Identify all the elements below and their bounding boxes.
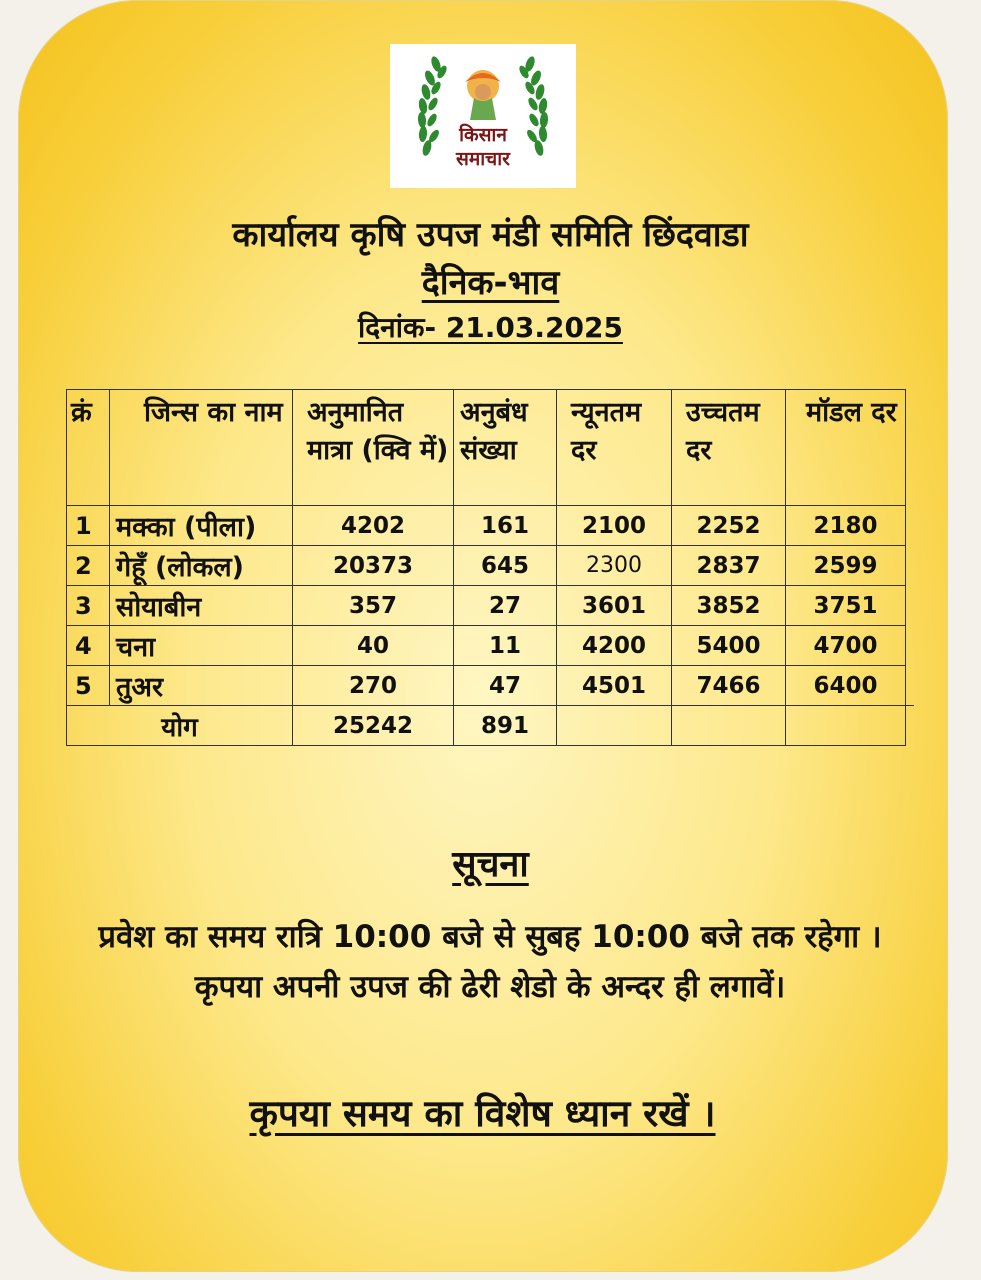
rates-table [66, 389, 914, 746]
cell-qty: 20373 [293, 546, 454, 586]
cell-modal: 6400 [786, 666, 906, 706]
notice-heading-wrap [0, 838, 981, 887]
kisan-samachar-logo [390, 44, 576, 188]
cell-min: 4200 [557, 626, 672, 666]
cell-name: मक्का (पीला) [110, 506, 293, 546]
office-title: कार्यालय कृषि उपज मंडी समिति छिंदवाडा [232, 215, 749, 255]
total-empty-max [672, 706, 786, 746]
cell-name: गेहूँ (लोकल) [110, 546, 293, 586]
table-row [67, 666, 915, 706]
table-header-row [67, 390, 915, 506]
cell-contracts: 47 [454, 666, 557, 706]
cell-contracts: 11 [454, 626, 557, 666]
logo-text-kisan: किसान [459, 124, 507, 146]
cell-max: 7466 [672, 666, 786, 706]
cell-contracts: 161 [454, 506, 557, 546]
total-qty: 25242 [293, 706, 454, 746]
cell-sr: 4 [67, 626, 110, 666]
cell-spacer [906, 666, 915, 706]
cell-sr: 3 [67, 586, 110, 626]
total-label: योग [67, 706, 293, 746]
cell-max: 2837 [672, 546, 786, 586]
table-row [67, 546, 915, 586]
header-quantity: अनुमानित मात्रा (क्वि में) [293, 390, 454, 506]
cell-qty: 357 [293, 586, 454, 626]
header-spacer [906, 390, 915, 506]
header-serial: क्रं [67, 390, 110, 506]
cell-contracts: 27 [454, 586, 557, 626]
closing-note: कृपया समय का विशेष ध्यान रखें । [249, 1092, 716, 1135]
cell-contracts: 645 [454, 546, 557, 586]
date-wrap [0, 308, 981, 346]
cell-min: 3601 [557, 586, 672, 626]
header-commodity: जिन्स का नाम [110, 390, 293, 506]
cell-modal: 3751 [786, 586, 906, 626]
cell-qty: 4202 [293, 506, 454, 546]
total-empty-min [557, 706, 672, 746]
cell-max: 2252 [672, 506, 786, 546]
header-max-rate: उच्चतम दर [672, 390, 786, 506]
total-contracts: 891 [454, 706, 557, 746]
cell-min: 2100 [557, 506, 672, 546]
total-empty-modal [786, 706, 906, 746]
closing-wrap [0, 1086, 965, 1137]
cell-sr: 1 [67, 506, 110, 546]
table-row [67, 506, 915, 546]
cell-sr: 2 [67, 546, 110, 586]
cell-spacer [906, 586, 915, 626]
cell-modal: 2180 [786, 506, 906, 546]
cell-sr: 5 [67, 666, 110, 706]
header-modal-rate: मॉडल दर [786, 390, 906, 506]
cell-min: 2300 [557, 546, 672, 586]
table-row [67, 626, 915, 666]
header-min-rate: न्यूनतम दर [557, 390, 672, 506]
cell-spacer [906, 626, 915, 666]
date-label: दिनांक- 21.03.2025 [358, 311, 623, 344]
subtitle-wrap [0, 258, 981, 304]
cell-qty: 270 [293, 666, 454, 706]
table-row [67, 586, 915, 626]
cell-qty: 40 [293, 626, 454, 666]
cell-modal: 2599 [786, 546, 906, 586]
notice-body: प्रवेश का समय रात्रि 10:00 बजे से सुबह 10:00 बजे तक रहेगा । कृपया अपनी उपज की ढेरी शेडो के अन्दर ही लगावें। [98, 919, 882, 1005]
cell-modal: 4700 [786, 626, 906, 666]
cell-min: 4501 [557, 666, 672, 706]
logo-text-samachar: समाचार [456, 148, 510, 170]
cell-spacer [906, 506, 915, 546]
cell-name: सोयाबीन [110, 586, 293, 626]
cell-max: 5400 [672, 626, 786, 666]
cell-name: तुअर [110, 666, 293, 706]
cell-max: 3852 [672, 586, 786, 626]
cell-name: चना [110, 626, 293, 666]
total-row [67, 706, 915, 746]
notice-heading: सूचना [452, 844, 529, 885]
header-contracts: अनुबंध संख्या [454, 390, 557, 506]
total-empty-tail [906, 706, 915, 746]
daily-rates-subtitle: दैनिक-भाव [421, 263, 560, 303]
cell-spacer [906, 546, 915, 586]
